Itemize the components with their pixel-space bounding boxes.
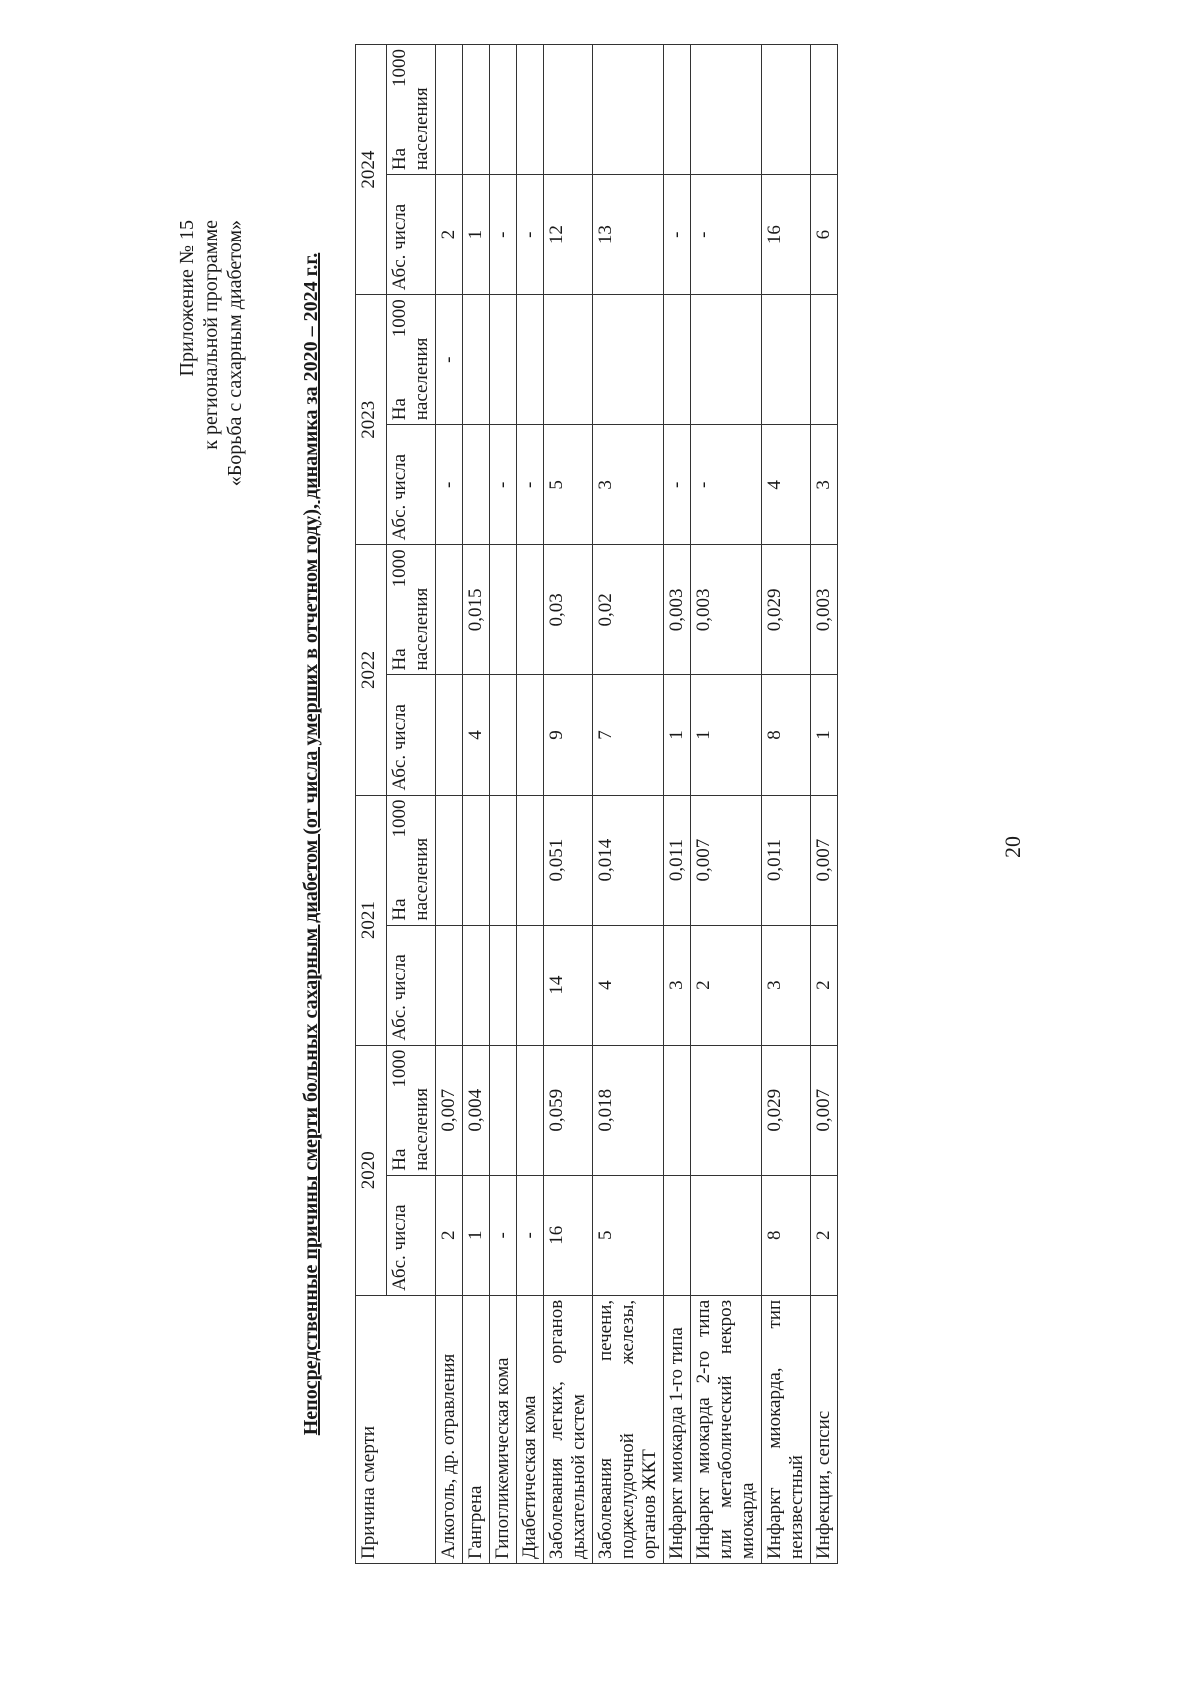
per-1000-value-cell [664,1045,691,1175]
abs-value-cell: 8 [762,1175,811,1295]
per-1000-value-cell: - [436,295,463,425]
appendix-note [175,220,247,486]
per-1000-value-cell: 0,018 [593,1045,664,1175]
abs-value-cell: 2 [436,1175,463,1295]
per-1000-value-cell: 0,004 [463,1045,490,1175]
cause-cell: Заболевания легких, органов дыхательной систем [544,1295,593,1563]
abs-value-cell: - [691,175,762,295]
per-1000-value-cell: 0,051 [544,795,593,925]
table-row [463,45,490,1564]
per-1000-value-cell [544,45,593,175]
abs-value-cell: 3 [593,425,664,545]
per-1000-value-cell [463,45,490,175]
abs-value-cell [664,1175,691,1295]
per-1000-value-cell [463,295,490,425]
per-1000-value-cell [517,545,544,675]
per-1000-value-cell [436,45,463,175]
per-1000-header [387,295,436,425]
abs-value-cell [436,925,463,1045]
per-label: На [389,147,410,171]
per-1000-value-cell [811,45,838,175]
table-row [593,45,664,1564]
per-1000-value-cell [490,545,517,675]
per-1000-value-cell [593,45,664,175]
per-label: На [389,1148,410,1171]
page-number: 20 [1000,836,1025,858]
cause-cell: Инфаркт миокарда 1-го типа [664,1295,691,1563]
abs-value-cell: 4 [463,675,490,795]
abs-value-cell: - [517,1175,544,1295]
abs-value-cell: 2 [436,175,463,295]
abs-value-cell: 6 [811,175,838,295]
appendix-line-3: «Борьба с сахарным диабетом» [224,220,246,487]
abs-value-cell: 3 [762,925,811,1045]
abs-value-cell [517,925,544,1045]
year-header-row [356,45,387,1564]
abs-value-cell: 3 [664,925,691,1045]
per-1000-value-cell: 0,014 [593,795,664,925]
abs-value-cell: 9 [544,675,593,795]
population-label: населения [411,1088,432,1171]
abs-value-cell: 1 [811,675,838,795]
abs-value-cell: 2 [811,925,838,1045]
abs-numbers-header: Абс. числа [387,925,436,1045]
population-label: населения [411,587,432,671]
document-title: Непосредственные причины смерти больных сахарным диабетом (от числа умерших в отчетном году), динамика за 2020 – 2024 г.г. [300,252,322,1436]
table-row [517,45,544,1564]
abs-value-cell: - [490,425,517,545]
cause-cell: Алкоголь, др. отравления [436,1295,463,1563]
abs-value-cell: - [664,175,691,295]
abs-value-cell: 4 [593,925,664,1045]
population-label: населения [411,837,432,921]
per-1000-value-cell: 0,011 [762,795,811,925]
per-1000-value-cell: 0,029 [762,545,811,675]
per-label: На [389,398,410,421]
population-label: населения [411,87,432,171]
abs-value-cell: 1 [463,175,490,295]
cause-cell: Диабетическая кома [517,1295,544,1563]
per-1000-value-cell: 0,015 [463,545,490,675]
per-1000-value-cell: 0,007 [811,1045,838,1175]
abs-value-cell: 5 [593,1175,664,1295]
per-1000-header [387,545,436,675]
per-1000-value-cell [664,45,691,175]
population-label: населения [411,337,432,421]
per-1000-value-cell [544,295,593,425]
cause-cell: Заболевания печени, поджелудочной железы, органов ЖКТ [593,1295,664,1563]
year-header: 2024 [356,45,387,295]
per-1000-value-cell [691,295,762,425]
appendix-line-1: Приложение № 15 [176,220,198,377]
per-1000-value-cell [691,1045,762,1175]
per-1000-value-cell [490,295,517,425]
per-1000-value-cell [593,295,664,425]
year-header: 2021 [356,795,387,1045]
thousand-label: 1000 [389,549,410,588]
table-body [436,45,838,1564]
table-row [811,45,838,1564]
thousand-label: 1000 [389,299,410,338]
per-1000-value-cell [517,795,544,925]
abs-value-cell: 5 [544,425,593,545]
abs-value-cell [490,675,517,795]
per-1000-value-cell: 0,011 [664,795,691,925]
abs-value-cell: 2 [691,925,762,1045]
abs-value-cell: 16 [762,175,811,295]
per-1000-value-cell [517,295,544,425]
per-1000-value-cell: 0,059 [544,1045,593,1175]
abs-value-cell: 13 [593,175,664,295]
table-row [762,45,811,1564]
per-1000-value-cell [490,1045,517,1175]
abs-value-cell: 1 [664,675,691,795]
per-1000-value-cell: 0,029 [762,1045,811,1175]
abs-value-cell: - [490,1175,517,1295]
per-1000-value-cell [463,795,490,925]
cause-cell: Гипогликемическая кома [490,1295,517,1563]
abs-value-cell [490,925,517,1045]
per-1000-value-cell [811,295,838,425]
per-1000-value-cell [762,45,811,175]
per-1000-value-cell: 0,003 [664,545,691,675]
per-1000-value-cell: 0,007 [436,1045,463,1175]
per-1000-value-cell: 0,003 [811,545,838,675]
thousand-label: 1000 [389,799,410,838]
abs-value-cell: 7 [593,675,664,795]
abs-value-cell: 1 [463,1175,490,1295]
table-row [436,45,463,1564]
abs-value-cell: - [664,425,691,545]
table-row [544,45,593,1564]
table-row [691,45,762,1564]
per-1000-value-cell: 0,02 [593,545,664,675]
per-1000-value-cell: 0,003 [691,545,762,675]
per-1000-value-cell [762,295,811,425]
abs-value-cell: - [436,425,463,545]
thousand-label: 1000 [389,49,410,87]
per-1000-value-cell [664,295,691,425]
abs-numbers-header: Абс. числа [387,425,436,545]
per-1000-value-cell [517,45,544,175]
abs-value-cell: 2 [811,1175,838,1295]
per-1000-value-cell [691,45,762,175]
abs-value-cell [436,675,463,795]
cause-cell: Гангрена [463,1295,490,1563]
abs-value-cell [463,925,490,1045]
abs-numbers-header: Абс. числа [387,675,436,795]
abs-value-cell: - [517,175,544,295]
per-1000-value-cell [436,545,463,675]
cause-cell: Инфаркт миокарда 2-го типа или метаболический некроз миокарда [691,1295,762,1563]
per-1000-header [387,45,436,175]
abs-value-cell [517,675,544,795]
year-header: 2020 [356,1045,387,1295]
table-row [664,45,691,1564]
mortality-table [355,44,838,1564]
abs-value-cell: 3 [811,425,838,545]
abs-value-cell: - [691,425,762,545]
per-1000-header [387,1045,436,1175]
table-row [490,45,517,1564]
abs-numbers-header: Абс. числа [387,175,436,295]
per-1000-value-cell [490,795,517,925]
abs-value-cell: - [517,425,544,545]
per-1000-value-cell [517,1045,544,1175]
per-1000-value-cell [490,45,517,175]
abs-value-cell [691,1175,762,1295]
cause-header: Причина смерти [356,1295,436,1563]
per-1000-value-cell [436,795,463,925]
per-label: На [389,898,410,921]
cause-cell: Инфекции, сепсис [811,1295,838,1563]
abs-value-cell: 8 [762,675,811,795]
abs-numbers-header: Абс. числа [387,1175,436,1295]
per-label: На [389,648,410,671]
year-header: 2023 [356,295,387,545]
abs-value-cell: 4 [762,425,811,545]
abs-value-cell: 12 [544,175,593,295]
abs-value-cell: 1 [691,675,762,795]
appendix-line-2: к региональной программе [200,220,222,450]
year-header: 2022 [356,545,387,795]
abs-value-cell: 14 [544,925,593,1045]
cause-cell: Инфаркт миокарда, тип неизвестный [762,1295,811,1563]
abs-value-cell [463,425,490,545]
per-1000-header [387,795,436,925]
abs-value-cell: 16 [544,1175,593,1295]
per-1000-value-cell: 0,007 [811,795,838,925]
per-1000-value-cell: 0,03 [544,545,593,675]
thousand-label: 1000 [389,1049,410,1088]
abs-value-cell: - [490,175,517,295]
per-1000-value-cell: 0,007 [691,795,762,925]
